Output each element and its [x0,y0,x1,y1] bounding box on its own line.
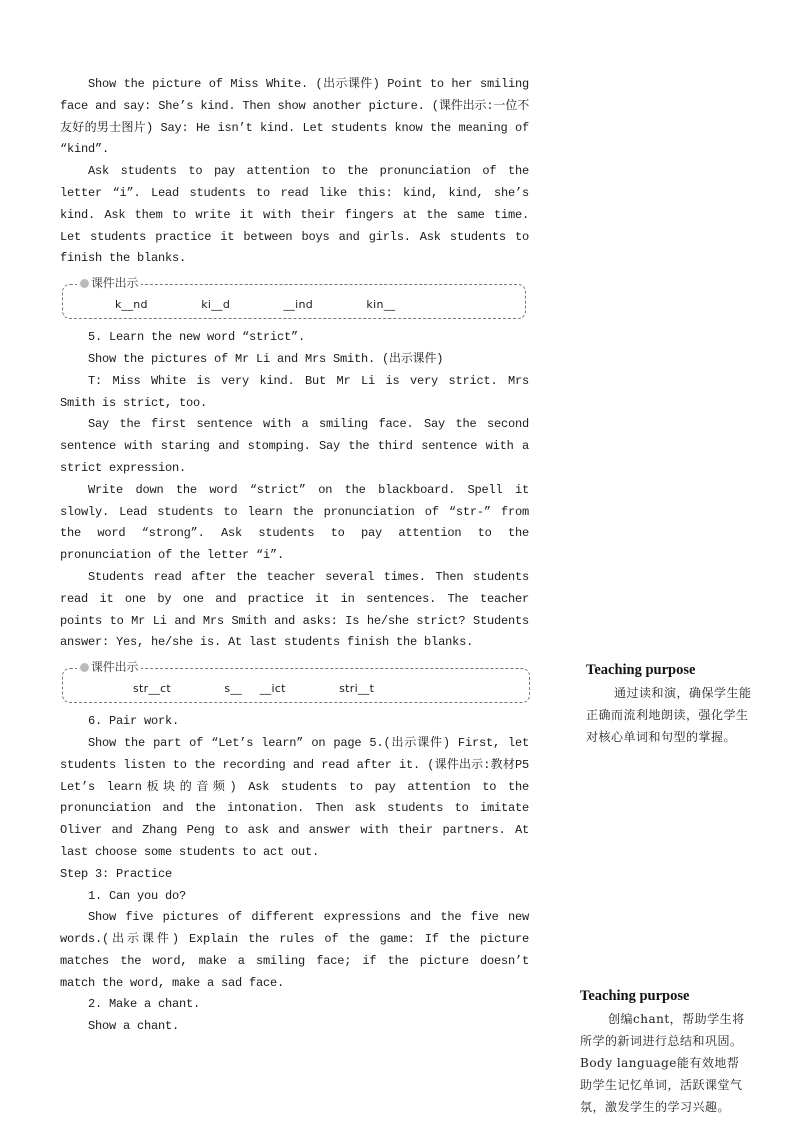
courseware-box-content: str__ct s__ __ict stri__t [133,682,375,696]
bullet-dot-icon [80,279,89,288]
paragraph: Show the pictures of Mr Li and Mrs Smith. (出示课件) [88,351,444,366]
paragraph: 6. Pair work. [88,714,180,729]
paragraph: Show five pictures of different expressions and the five new words.(出示课件) Explain the rules of the game: If the picture matches the word, make a smiling face; if the picture doesn’t match the word, make a sad face. [60,910,529,990]
courseware-box-content: k__nd ki__d __ind kin__ [115,298,396,312]
paragraph: T: Miss White is very kind. But Mr Li is very strict. Mrs Smith is strict, too. [60,373,529,410]
courseware-box [62,660,530,703]
courseware-box-title: 课件出示 [77,659,141,675]
teaching-purpose-note [580,986,748,1118]
paragraph: Say the first sentence with a smiling face. Say the second sentence with staring and stomping. Say the third sentence with a strict expression. [60,417,529,475]
paragraph: 2. Make a chant. [88,997,201,1012]
note-title: Teaching purpose [580,988,690,1004]
note-text: 通过读和演，确保学生能正确而流利地朗读，强化学生对核心单词和句型的掌握。 [586,686,752,744]
paragraph: Students read after the teacher several times. Then students read it one by one and practice it in sentences. The teacher points to Mr Li and Mrs Smith and asks: Is he/she strict? Students answer: Yes, he/she is. At last students finish the blanks. [60,569,529,650]
paragraph: Show the picture of Miss White. (出示课件) Point to her smiling face and say: She’s kind. Then show another picture. (课件出示:一位不友好的男士图片) Say: He isn’t kind. Let students know the meaning of “kind”. [60,77,529,157]
main-column [60,74,529,1038]
paragraph: 5. Learn the new word “strict”. [88,330,306,345]
note-title: Teaching purpose [586,662,696,678]
courseware-box-title: 课件出示 [77,275,141,291]
teaching-purpose-note [586,660,754,748]
paragraph: Show a chant. [88,1019,180,1034]
courseware-box [62,276,526,319]
paragraph: Show the part of “Let’s learn” on page 5.(出示课件) First, let students listen to the recording and read after it. (课件出示:教材P5 Let’s learn板块的音频) Ask students to pay attention to the pronunciation and the intonation. Then ask students to imitate Oliver and Zhang Peng to ask and answer with their partners. At last choose some students to act out. [60,735,529,859]
paragraph: Ask students to pay attention to the pronunciation of the letter “i”. Lead students to read like this: kind, kind, she’s kind. Ask them to write it with their fingers at the same time. Let students practice it between boys and girls. Ask students to finish the blanks. [60,164,529,266]
paragraph: Write down the word “strict” on the blackboard. Spell it slowly. Lead students to learn the pronunciation of “str-” from the word “strong”. Ask students to pay attention to the pronunciation of the letter “i”. [60,482,529,563]
note-text: 创编chant，帮助学生将所学的新词进行总结和巩固。Body language能有效地帮助学生记忆单词，活跃课堂气氛，激发学生的学习兴趣。 [580,1012,745,1114]
step-heading: Step 3: Practice [60,866,173,881]
bullet-dot-icon [80,663,89,672]
paragraph: 1. Can you do? [88,888,187,903]
